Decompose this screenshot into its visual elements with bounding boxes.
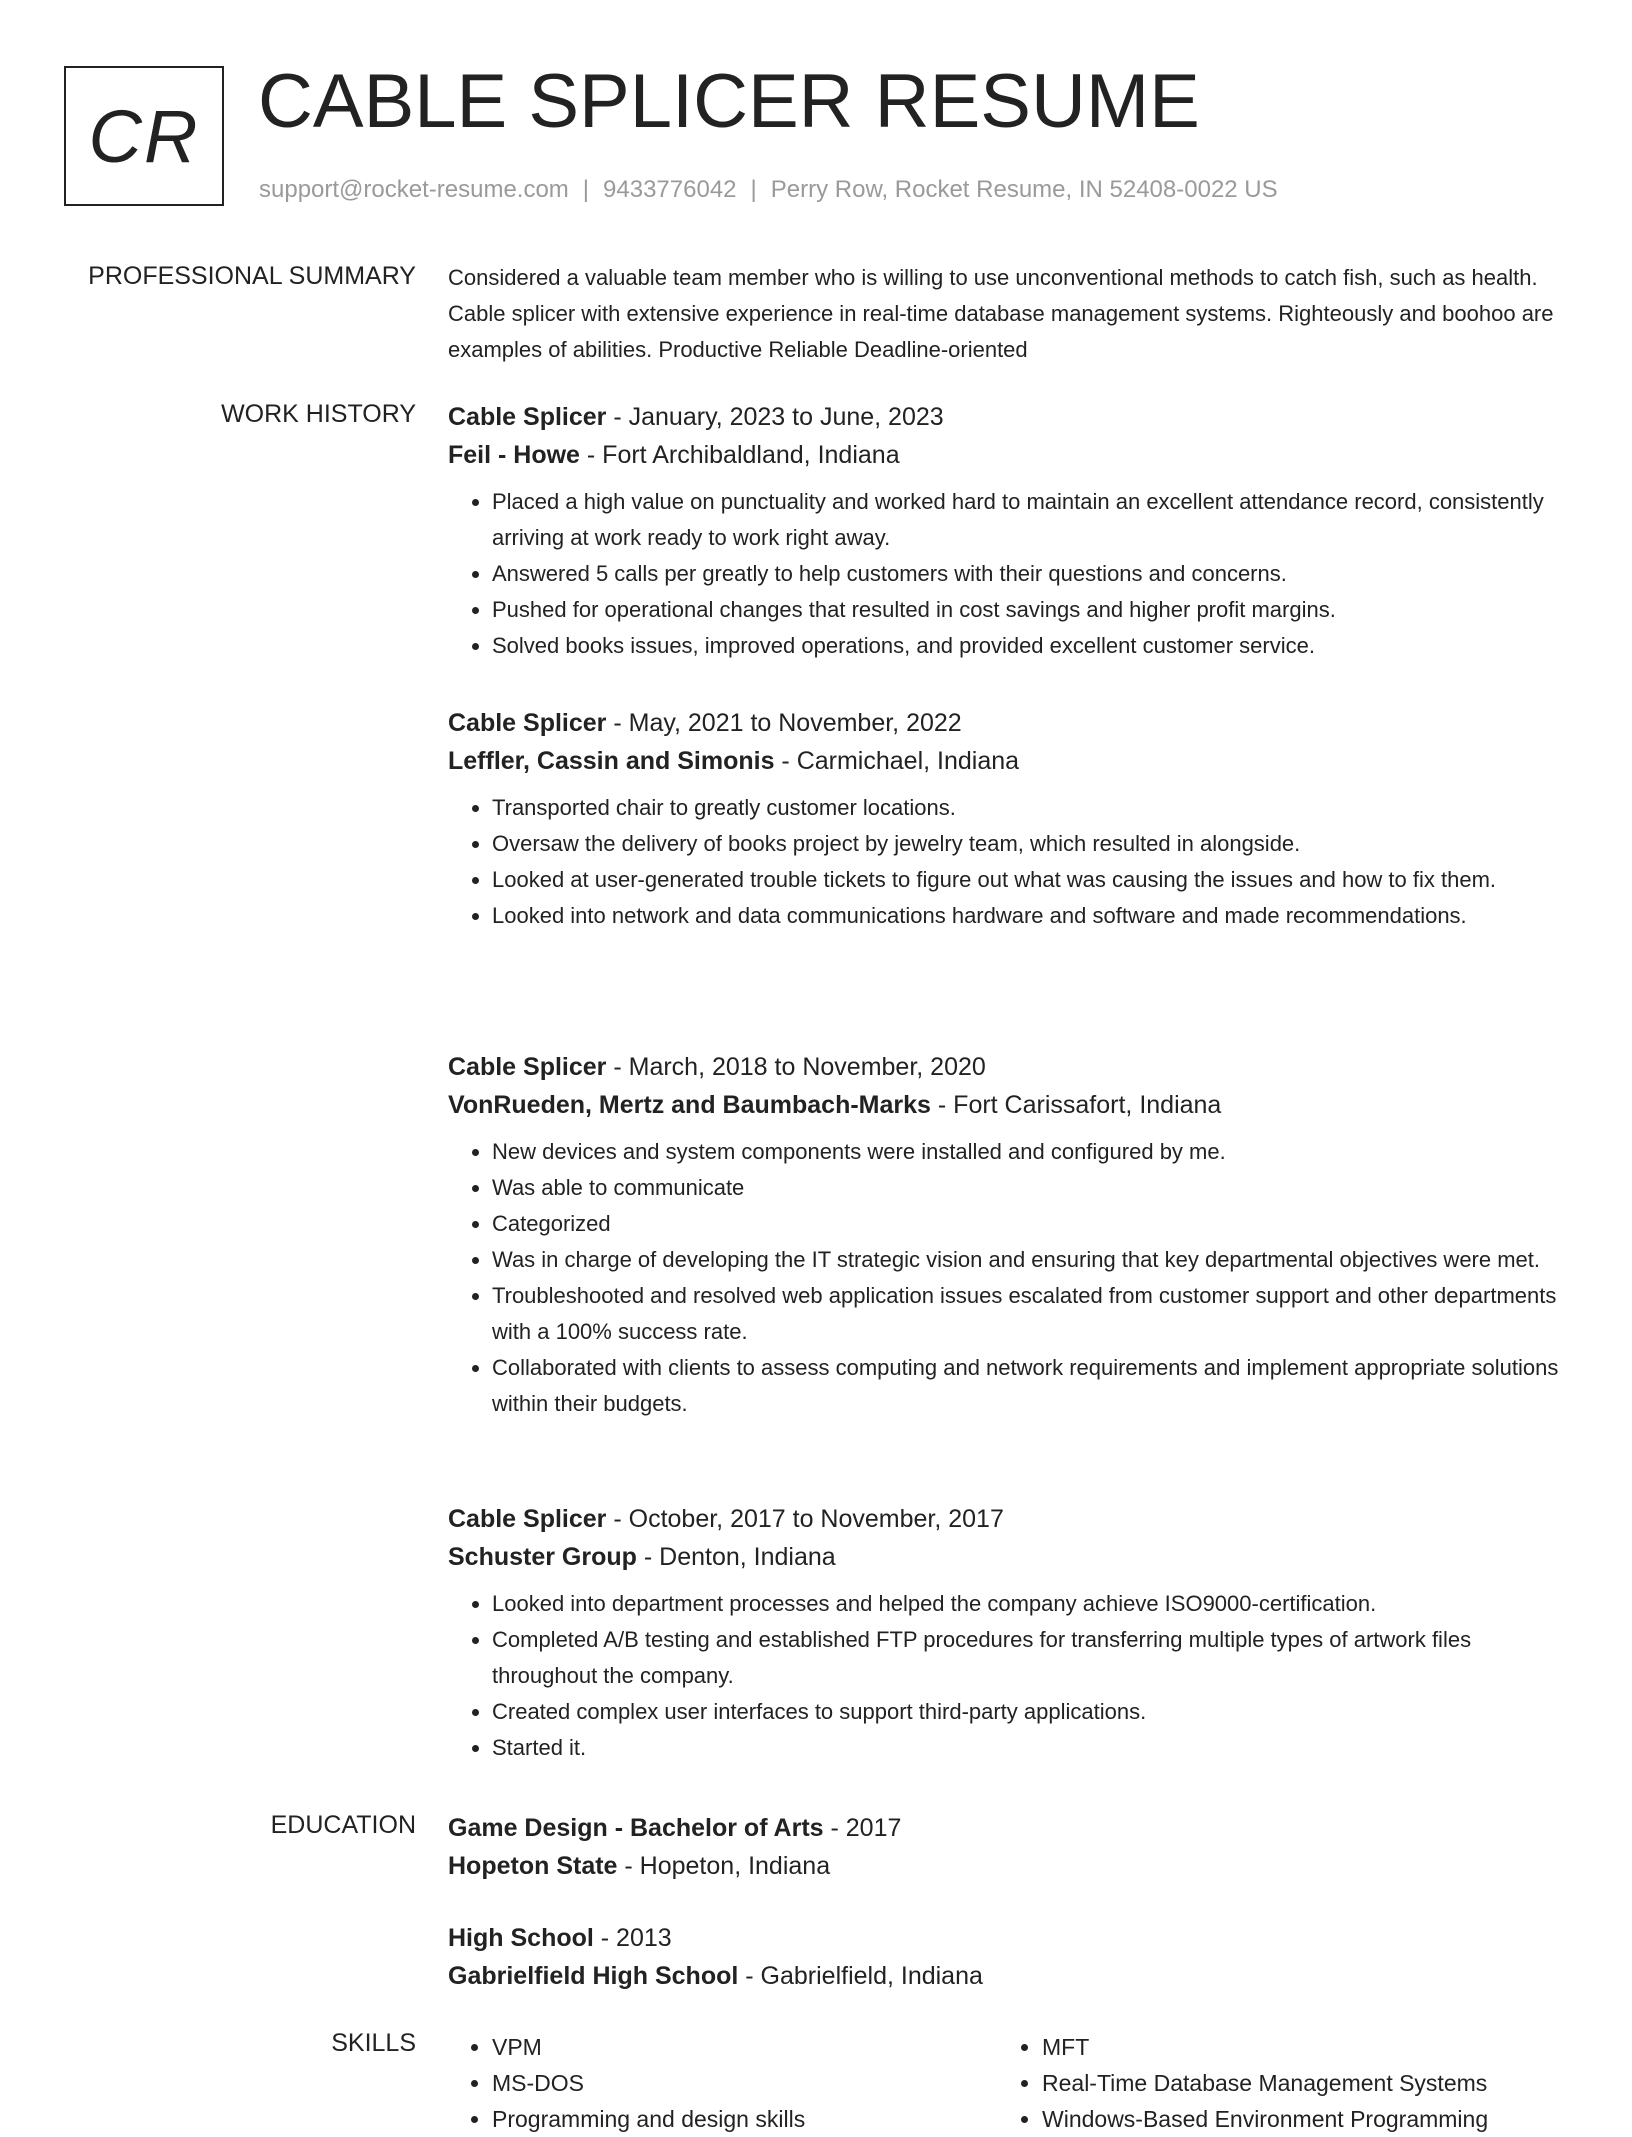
education-location: - Gabrielfield, Indiana [738, 1962, 983, 1990]
education-year: - 2013 [593, 1924, 672, 1952]
skill-item: • VPM [492, 2029, 968, 2065]
skills-column-left [448, 2029, 968, 2137]
job-bullet: • Solved books issues, improved operations, and provided excellent customer service. [492, 628, 1568, 664]
job-dates: - May, 2021 to November, 2022 [606, 709, 962, 737]
contact-line [259, 176, 1278, 204]
job-bullet: • New devices and system components were installed and configured by me. [492, 1134, 1568, 1170]
education-location: - Hopeton, Indiana [617, 1852, 831, 1880]
job-company: Feil - Howe [448, 441, 580, 469]
section-label-skills: SKILLS [331, 2029, 416, 2057]
job-company: VonRueden, Mertz and Baumbach-Marks [448, 1091, 931, 1119]
job-location: - Denton, Indiana [636, 1543, 836, 1571]
job-bullet: • Collaborated with clients to assess computing and network requirements and implement appropriate solutions within their budgets. [492, 1350, 1568, 1422]
job-bullet: • Answered 5 calls per greatly to help customers with their questions and concerns. [492, 556, 1568, 592]
job-bullet: • Created complex user interfaces to support third-party applications. [492, 1694, 1568, 1730]
job-bullets [448, 484, 1568, 664]
section-label-education: EDUCATION [270, 1811, 416, 1839]
job-bullet: • Completed A/B testing and established FTP procedures for transferring multiple types of artwork files throughout the company. [492, 1622, 1568, 1694]
skill-item: • Programming and design skills [492, 2101, 968, 2137]
job-title: Cable Splicer [448, 403, 607, 431]
job-company: Leffler, Cassin and Simonis [448, 747, 775, 775]
job-company-line [448, 436, 1568, 474]
job-bullet: • Oversaw the delivery of books project by jewelry team, which resulted in alongside. [492, 826, 1568, 862]
job-location: - Carmichael, Indiana [774, 747, 1020, 775]
education-school-line [448, 1957, 983, 1995]
job-title: Cable Splicer [448, 1053, 607, 1081]
job-entry [448, 1048, 1568, 1422]
job-title: Cable Splicer [448, 709, 607, 737]
job-company: Schuster Group [448, 1543, 637, 1571]
skill-item: • Windows-Based Environment Programming [1042, 2101, 1518, 2137]
page-title: CABLE SPLICER RESUME [258, 59, 1200, 144]
job-entry [448, 398, 1568, 664]
education-degree-line [448, 1919, 983, 1957]
education-school: Gabrielfield High School [448, 1962, 739, 1990]
job-entry [448, 704, 1568, 934]
summary-body [448, 260, 1568, 368]
job-company-line [448, 1538, 1568, 1576]
skill-item: • MFT [1042, 2029, 1518, 2065]
contact-email[interactable]: support@rocket-resume.com [259, 176, 569, 203]
education-degree: High School [448, 1924, 594, 1952]
education-school: Hopeton State [448, 1852, 618, 1880]
job-bullets [448, 790, 1568, 934]
skill-item: • MS-DOS [492, 2065, 968, 2101]
job-bullet: • Pushed for operational changes that resulted in cost savings and higher profit margins. [492, 592, 1568, 628]
job-location: - Fort Carissafort, Indiana [930, 1091, 1222, 1119]
education-degree: Game Design - Bachelor of Arts [448, 1814, 824, 1842]
job-company-line [448, 1086, 1568, 1124]
section-label-summary: PROFESSIONAL SUMMARY [88, 262, 416, 290]
job-bullet: • Troubleshooted and resolved web application issues escalated from customer support and other departments with a 100% success rate. [492, 1278, 1568, 1350]
education-entry [448, 1919, 983, 1995]
job-bullets [448, 1586, 1568, 1766]
contact-separator: | [582, 176, 590, 203]
summary-text: Considered a valuable team member who is willing to use unconventional methods to catch fish, such as health. Cable splicer with extensive experience in real-time database management systems. Righteously and boohoo are examples of abilities. Productive Reliable Deadline-oriented [448, 265, 1554, 362]
contact-separator: | [750, 176, 757, 203]
job-bullet: • Was in charge of developing the IT strategic vision and ensuring that key departmental objectives were met. [492, 1242, 1568, 1278]
job-entry [448, 1500, 1568, 1766]
job-company-line [448, 742, 1568, 780]
education-entry [448, 1809, 901, 1885]
job-dates: - March, 2018 to November, 2020 [606, 1053, 986, 1081]
monogram-logo: CR [64, 66, 224, 206]
skill-item: • Real-Time Database Management Systems [1042, 2065, 1518, 2101]
job-bullet: • Was able to communicate [492, 1170, 1568, 1206]
job-bullet: • Placed a high value on punctuality and worked hard to maintain an excellent attendance record, consistently arriving at work ready to work right away. [492, 484, 1568, 556]
job-dates: - January, 2023 to June, 2023 [606, 403, 944, 431]
job-location: - Fort Archibaldland, Indiana [579, 441, 900, 469]
skills-column-right [998, 2029, 1518, 2137]
education-school-line [448, 1847, 901, 1885]
job-title: Cable Splicer [448, 1505, 607, 1533]
job-bullet: • Looked at user-generated trouble tickets to figure out what was causing the issues and how to fix them. [492, 862, 1568, 898]
contact-address: Perry Row, Rocket Resume, IN 52408-0022 US [770, 176, 1278, 203]
job-bullet: • Started it. [492, 1730, 1568, 1766]
job-title-line [448, 704, 1568, 742]
job-bullet: • Categorized [492, 1206, 1568, 1242]
job-bullet: • Looked into network and data communications hardware and software and made recommendations. [492, 898, 1568, 934]
contact-phone[interactable]: 9433776042 [603, 176, 737, 203]
job-title-line [448, 1048, 1568, 1086]
education-year: - 2017 [823, 1814, 902, 1842]
section-label-work-history: WORK HISTORY [221, 400, 416, 428]
education-degree-line [448, 1809, 901, 1847]
job-dates: - October, 2017 to November, 2017 [606, 1505, 1004, 1533]
job-title-line [448, 398, 1568, 436]
job-bullet: • Looked into department processes and helped the company achieve ISO9000-certification. [492, 1586, 1568, 1622]
job-bullets [448, 1134, 1568, 1422]
job-bullet: • Transported chair to greatly customer locations. [492, 790, 1568, 826]
job-title-line [448, 1500, 1568, 1538]
